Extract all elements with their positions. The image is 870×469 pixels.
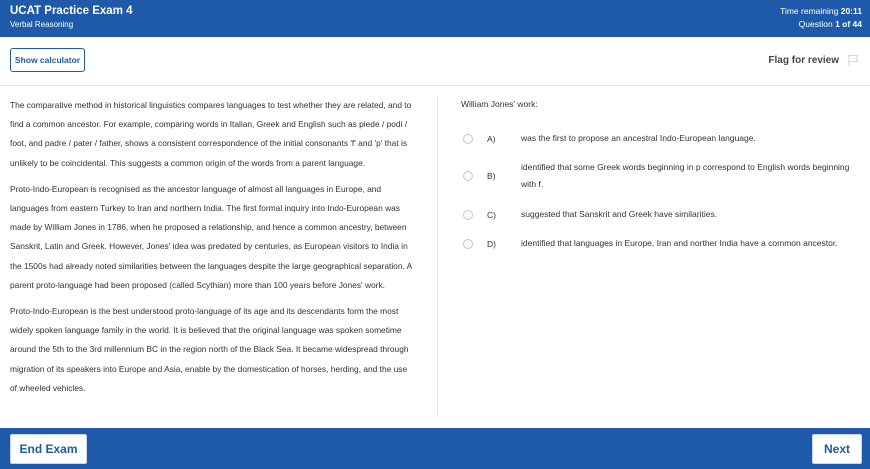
radio-button[interactable]	[463, 239, 473, 249]
exam-title: UCAT Practice Exam 4	[10, 5, 133, 17]
toolbar-divider	[0, 85, 870, 86]
answer-option-c[interactable]	[463, 206, 861, 223]
answer-option-b[interactable]	[463, 159, 861, 193]
time-remaining-value: 20:11	[840, 6, 862, 16]
reading-passage	[10, 96, 415, 405]
answer-option-d[interactable]	[463, 235, 861, 252]
option-letter: D)	[487, 238, 496, 249]
time-remaining-label: Time remaining	[780, 6, 839, 16]
show-calculator-button[interactable]: Show calculator	[10, 48, 85, 72]
question-counter-label: Question	[798, 19, 833, 29]
option-letter: B)	[487, 171, 496, 181]
option-text: identified that some Greek words beginning in p correspond to English words beginning with f.	[521, 162, 850, 189]
question-counter	[780, 18, 862, 31]
flag-for-review-label: Flag for review	[768, 54, 839, 66]
exam-header	[0, 0, 870, 37]
end-exam-button[interactable]: End Exam	[10, 434, 87, 464]
next-button[interactable]: Next	[812, 434, 862, 464]
radio-button[interactable]	[463, 171, 473, 181]
exam-footer	[0, 428, 870, 469]
passage-paragraph: The comparative method in historical linguistics compares languages to test whether they are related, and to find a common ancestor. For example, comparing words in Italian, Greek and English such as piede / podi / foot, and padre / pater / father, shows a consistent correspondence of the initial consonants 'f' and 'p' that is unlikely to be coincidental. This suggests a common origin of the words from a parent language.	[10, 100, 412, 168]
option-text: suggested that Sanskrit and Greek have similarities.	[521, 209, 718, 219]
flag-for-review-toggle[interactable]	[768, 53, 860, 67]
question-stem: William Jones' work:	[461, 99, 538, 109]
radio-button[interactable]	[463, 210, 473, 220]
option-text: was the first to propose an ancestral Indo-European language.	[521, 133, 756, 143]
time-remaining	[780, 5, 862, 18]
exam-status	[780, 5, 862, 31]
option-text: identified that languages in Europe, Iran and norther India have a common ancestor.	[521, 238, 838, 248]
passage-paragraph: Proto-Indo-European is the best understood proto-language of its age and its descendants form the most widely spoken language family in the world. It is believed that the original language was spoken sometime around the 5th to the 3rd millennium BC in the region north of the Black Sea. It became widespread through migration of its speakers into Europe and Asia, enable by the domestication of horses, herding, and the use of wheeled vehicles.	[10, 306, 409, 393]
option-letter: A)	[487, 133, 496, 144]
question-counter-value: 1 of 44	[835, 19, 862, 29]
answer-option-a[interactable]	[463, 130, 861, 147]
panel-divider	[437, 96, 438, 416]
radio-button[interactable]	[463, 134, 473, 144]
passage-paragraph: Proto-Indo-European is recognised as the ancestor language of almost all languages in Europe, and languages from eastern Turkey to Iran and northern India. The first formal inquiry into Indo-European was made by William Jones in 1786, when he proposed a relationship, and hence a common ancestry, between Sanskrit, Latin and Greek. However, Jones' idea was predated by centuries, as European visitors to India in the 1500s had already noted similarities between the languages despite the large geographical separation. A parent proto-language had been proposed (called Scythian) more than 100 years before Jones' work.	[10, 183, 412, 290]
section-name: Verbal Reasoning	[10, 20, 74, 29]
option-letter: C)	[487, 209, 496, 220]
flag-icon[interactable]	[847, 54, 860, 67]
